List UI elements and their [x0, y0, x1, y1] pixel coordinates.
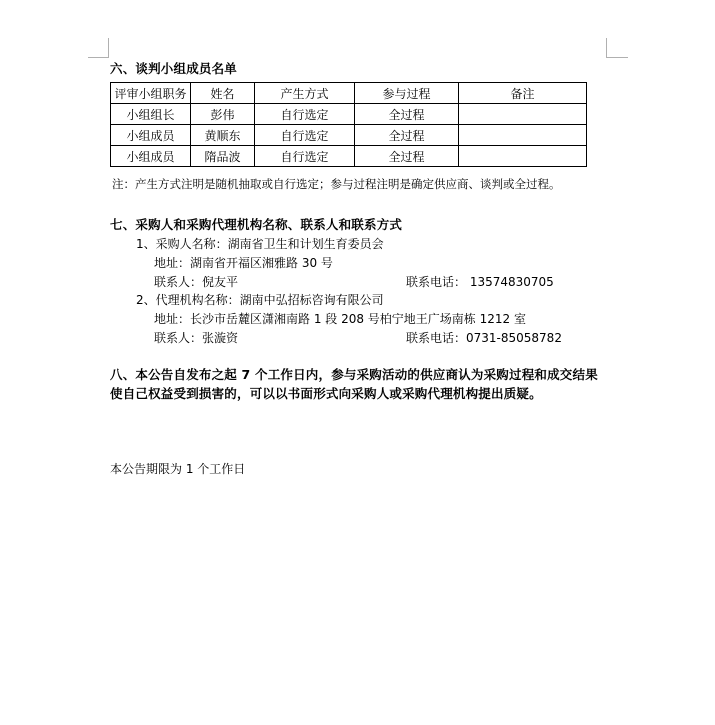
table-cell: 小组成员	[111, 125, 191, 146]
table-header: 备注	[459, 83, 587, 104]
table-cell: 全过程	[355, 146, 459, 167]
table-cell: 小组成员	[111, 146, 191, 167]
table-cell: 自行选定	[255, 146, 355, 167]
notice-period: 本公告期限为 1 个工作日	[110, 462, 246, 476]
table-cell: 全过程	[355, 104, 459, 125]
members-table	[110, 82, 587, 167]
table-header: 姓名	[191, 83, 255, 104]
purchaser-address: 地址：湖南省开福区湘雅路 30 号	[154, 256, 333, 270]
table-cell: 黄顺东	[191, 125, 255, 146]
section8-text: 八、本公告自发布之起 7 个工作日内，参与采购活动的供应商认为采购过程和成交结果使自己权益受到损害的，可以以书面形式向采购人或采购代理机构提出质疑。	[110, 367, 598, 401]
agency-name: 2、代理机构名称：湖南中弘招标咨询有限公司	[136, 293, 384, 307]
table-cell	[459, 104, 587, 125]
table-cell: 小组组长	[111, 104, 191, 125]
table-row	[111, 104, 587, 125]
agency-contact: 联系人：张漩资	[154, 331, 239, 345]
section6-title: 六、谈判小组成员名单	[110, 61, 238, 76]
purchaser-contact: 联系人：倪友平	[154, 275, 239, 289]
margin-mark-left-h	[88, 57, 109, 58]
purchaser-name: 1、采购人名称：湖南省卫生和计划生育委员会	[136, 237, 384, 251]
table-header: 参与过程	[355, 83, 459, 104]
table-cell	[459, 146, 587, 167]
section7-title: 七、采购人和采购代理机构名称、联系人和联系方式	[110, 217, 403, 232]
table-note: 注：产生方式注明是随机抽取或自行选定；参与过程注明是确定供应商、谈判或全过程。	[112, 177, 561, 191]
table-cell: 自行选定	[255, 104, 355, 125]
agency-phone: 联系电话：0731-85058782	[406, 331, 562, 345]
purchaser-phone: 联系电话： 13574830705	[406, 275, 554, 289]
table-cell: 全过程	[355, 125, 459, 146]
table-cell	[459, 125, 587, 146]
table-cell: 自行选定	[255, 125, 355, 146]
table-row	[111, 146, 587, 167]
table-row	[111, 125, 587, 146]
table-header: 产生方式	[255, 83, 355, 104]
table-header: 评审小组职务	[111, 83, 191, 104]
margin-mark-right-h	[606, 57, 628, 58]
margin-mark-left	[108, 38, 109, 58]
agency-address: 地址：长沙市岳麓区潇湘南路 1 段 208 号柏宁地王广场南栋 1212 室	[154, 312, 526, 326]
table-cell: 隋品波	[191, 146, 255, 167]
table-cell: 彭伟	[191, 104, 255, 125]
table-header-row	[111, 83, 587, 104]
margin-mark-right	[606, 38, 607, 58]
